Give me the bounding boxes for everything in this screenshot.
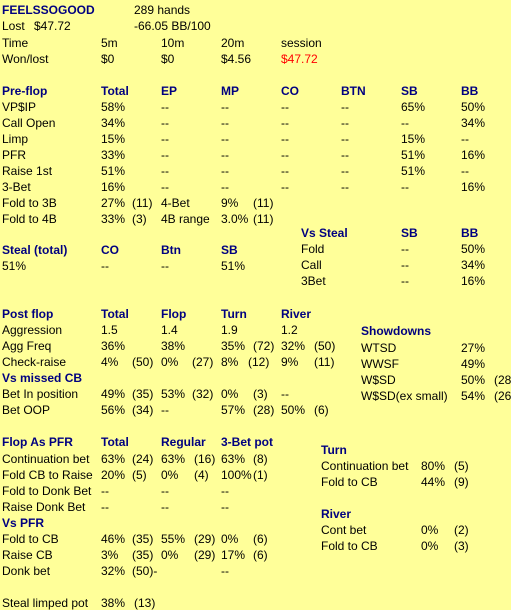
- pfr-cell: --: [161, 484, 169, 498]
- pfr-cell: --: [101, 500, 109, 514]
- preflop-cell-sb: 51%: [401, 164, 426, 178]
- pfr-cell: --: [161, 500, 169, 514]
- preflop-header-sb: SB: [401, 84, 418, 98]
- betoop-flop: --: [161, 403, 169, 417]
- vs-steal-fold-sb: --: [401, 242, 409, 256]
- preflop-cell-mp: --: [221, 164, 229, 178]
- preflop-cell-sb: 15%: [401, 132, 426, 146]
- checkraise-river: 9%: [281, 355, 299, 369]
- range4b-label: 4B range: [161, 212, 210, 226]
- betoop-total-count: (34): [132, 403, 154, 417]
- preflop-cell-mp: --: [221, 180, 229, 194]
- preflop-cell-co: --: [281, 100, 289, 114]
- fourbet-count: (11): [253, 196, 274, 210]
- steal-limped-label: Steal limped pot: [2, 596, 89, 610]
- aggression-river: 1.2: [281, 323, 298, 337]
- checkraise-total-count: (50): [132, 355, 154, 369]
- postflop-title: Post flop: [2, 307, 54, 321]
- betoop-turn-count: (28): [253, 403, 275, 417]
- preflop-header-total: Total: [101, 84, 129, 98]
- river-cbet-count: (2): [454, 523, 469, 537]
- preflop-cell-total: 15%: [101, 132, 126, 146]
- wsd-count: (28: [494, 373, 511, 387]
- betinpos-label: Bet In position: [2, 387, 79, 401]
- lost-value: $47.72: [34, 19, 71, 33]
- steal-co-value: --: [101, 259, 109, 273]
- aggression-label: Aggression: [2, 323, 63, 337]
- preflop-cell-ep: --: [161, 116, 169, 130]
- preflop-header-bb: BB: [461, 84, 479, 98]
- range4b-count: (11): [253, 212, 274, 226]
- betinpos-flop-count: (32): [192, 387, 214, 401]
- vs-pfr-cell: (50)-: [132, 564, 158, 578]
- vs-pfr-cell: 55%: [161, 532, 186, 546]
- time-label: Time: [2, 36, 29, 50]
- turn-title: Turn: [321, 443, 347, 457]
- aggfreq-river-count: (50): [314, 339, 336, 353]
- vs-pfr-cell: 0%: [161, 548, 179, 562]
- vs-pfr-cell: 17%: [221, 548, 246, 562]
- betinpos-flop: 53%: [161, 387, 186, 401]
- vs-pfr-title: Vs PFR: [2, 516, 45, 530]
- fold4b-value: 33%: [101, 212, 126, 226]
- wonlost-5m: $0: [101, 52, 115, 66]
- checkraise-total: 4%: [101, 355, 119, 369]
- pfr-cell: 20%: [101, 468, 126, 482]
- vs-pfr-cell: 32%: [101, 564, 126, 578]
- preflop-cell-co: --: [281, 180, 289, 194]
- aggression-turn: 1.9: [221, 323, 238, 337]
- steal-title: Steal (total): [2, 243, 68, 257]
- aggfreq-flop: 38%: [161, 339, 186, 353]
- fold3b-count: (11): [132, 196, 153, 210]
- hand-count: 289 hands: [134, 3, 191, 17]
- steal-header-sb: SB: [221, 243, 238, 257]
- aggfreq-river: 32%: [281, 339, 306, 353]
- preflop-cell-co: --: [281, 132, 289, 146]
- vs-pfr-cell: (29): [194, 548, 216, 562]
- wonlost-10m: $0: [161, 52, 175, 66]
- preflop-cell-bb: --: [461, 132, 469, 146]
- preflop-cell-mp: --: [221, 116, 229, 130]
- pfr-cell: --: [221, 500, 229, 514]
- preflop-cell-btn: --: [341, 132, 349, 146]
- pfr-cell: 63%: [161, 452, 186, 466]
- preflop-cell-total: 33%: [101, 148, 126, 162]
- postflop-header-river: River: [281, 307, 312, 321]
- vs-pfr-row-label: Fold to CB: [2, 532, 59, 546]
- showdowns-title: Showdowns: [361, 324, 431, 338]
- pfr-row-label: Raise Donk Bet: [2, 500, 86, 514]
- steal-btn-value: --: [161, 259, 169, 273]
- preflop-row-label: PFR: [2, 148, 26, 162]
- pfr-cell: (8): [253, 452, 268, 466]
- preflop-cell-sb: 65%: [401, 100, 426, 114]
- postflop-header-turn: Turn: [221, 307, 247, 321]
- pfr-title: Flop As PFR: [2, 435, 73, 449]
- turn-cbet-value: 80%: [421, 459, 446, 473]
- betoop-river: 50%: [281, 403, 306, 417]
- preflop-cell-bb: 50%: [461, 100, 486, 114]
- lost-label: Lost: [2, 19, 25, 33]
- river-title: River: [321, 507, 352, 521]
- preflop-row-label: Raise 1st: [2, 164, 53, 178]
- aggfreq-total: 36%: [101, 339, 126, 353]
- turn-foldcb-label: Fold to CB: [321, 475, 378, 489]
- preflop-cell-co: --: [281, 164, 289, 178]
- pfr-header-total: Total: [101, 435, 129, 449]
- betoop-total: 56%: [101, 403, 126, 417]
- fold4b-count: (3): [132, 212, 147, 226]
- pfr-cell: (1): [253, 468, 268, 482]
- preflop-cell-mp: --: [221, 148, 229, 162]
- betinpos-total-count: (35): [132, 387, 154, 401]
- betinpos-turn-count: (3): [253, 387, 268, 401]
- pfr-cell: --: [221, 484, 229, 498]
- preflop-cell-bb: 34%: [461, 116, 486, 130]
- pfr-cell: --: [101, 484, 109, 498]
- col-10m: 10m: [161, 36, 185, 50]
- preflop-header-co: CO: [281, 84, 299, 98]
- vs-pfr-cell: 0%: [221, 532, 239, 546]
- checkraise-turn-count: (12): [248, 355, 270, 369]
- betoop-turn: 57%: [221, 403, 246, 417]
- preflop-cell-btn: --: [341, 164, 349, 178]
- pfr-cell: 0%: [161, 468, 179, 482]
- vs-pfr-cell: (6): [253, 532, 268, 546]
- preflop-row-label: 3-Bet: [2, 180, 31, 194]
- preflop-cell-btn: --: [341, 116, 349, 130]
- pfr-cell: 100%: [221, 468, 252, 482]
- turn-foldcb-value: 44%: [421, 475, 446, 489]
- preflop-cell-btn: --: [341, 148, 349, 162]
- wtsd-label: WTSD: [361, 341, 397, 355]
- preflop-cell-co: --: [281, 116, 289, 130]
- preflop-cell-sb: --: [401, 180, 409, 194]
- checkraise-label: Check-raise: [2, 355, 67, 369]
- vs-steal-title: Vs Steal: [301, 226, 348, 240]
- vs-pfr-cell: (29): [194, 532, 216, 546]
- vs-steal-3bet-bb: 16%: [461, 274, 486, 288]
- steal-total-value: 51%: [2, 259, 27, 273]
- wsd-ex-small-value: 54%: [461, 389, 486, 403]
- river-foldcb-value: 0%: [421, 539, 439, 553]
- col-5m: 5m: [101, 36, 118, 50]
- preflop-cell-btn: --: [341, 100, 349, 114]
- pfr-header-regular: Regular: [161, 435, 206, 449]
- fourbet-label: 4-Bet: [161, 196, 190, 210]
- preflop-cell-mp: --: [221, 100, 229, 114]
- preflop-cell-co: --: [281, 148, 289, 162]
- pfr-cell: (24): [132, 452, 154, 466]
- range4b-value: 3.0%: [221, 212, 249, 226]
- preflop-cell-total: 34%: [101, 116, 126, 130]
- pfr-row-label: Continuation bet: [2, 452, 90, 466]
- preflop-cell-ep: --: [161, 148, 169, 162]
- preflop-cell-ep: --: [161, 132, 169, 146]
- wonlost-session: $47.72: [281, 52, 318, 66]
- vs-steal-3bet-sb: --: [401, 274, 409, 288]
- river-foldcb-label: Fold to CB: [321, 539, 378, 553]
- preflop-cell-btn: --: [341, 180, 349, 194]
- preflop-header-btn: BTN: [341, 84, 366, 98]
- vs-steal-fold-bb: 50%: [461, 242, 486, 256]
- vs-pfr-row-label: Raise CB: [2, 548, 53, 562]
- wsd-value: 50%: [461, 373, 486, 387]
- river-cbet-value: 0%: [421, 523, 439, 537]
- river-foldcb-count: (3): [454, 539, 469, 553]
- preflop-cell-sb: 51%: [401, 148, 426, 162]
- pfr-cell: (4): [194, 468, 209, 482]
- vs-pfr-cell: (35): [132, 548, 154, 562]
- wsd-label: W$SD: [361, 373, 396, 387]
- aggfreq-turn-count: (72): [253, 339, 275, 353]
- vs-steal-fold-label: Fold: [301, 242, 325, 256]
- betinpos-total: 49%: [101, 387, 126, 401]
- pfr-row-label: Fold to Donk Bet: [2, 484, 92, 498]
- pfr-header-3bet: 3-Bet pot: [221, 435, 273, 449]
- pfr-row-label: Fold CB to Raise: [2, 468, 93, 482]
- aggression-total: 1.5: [101, 323, 118, 337]
- preflop-row-label: VP$IP: [2, 100, 37, 114]
- preflop-header-mp: MP: [221, 84, 239, 98]
- preflop-cell-bb: 16%: [461, 180, 486, 194]
- betoop-label: Bet OOP: [2, 403, 51, 417]
- col-20m: 20m: [221, 36, 245, 50]
- fourbet-value: 9%: [221, 196, 239, 210]
- vs-steal-header-bb: BB: [461, 226, 479, 240]
- preflop-cell-sb: --: [401, 116, 409, 130]
- preflop-cell-mp: --: [221, 132, 229, 146]
- wonlost-label: Won/lost: [2, 52, 49, 66]
- preflop-row-label: Call Open: [2, 116, 56, 130]
- betinpos-river: --: [281, 387, 289, 401]
- vs-steal-call-sb: --: [401, 258, 409, 272]
- vs-steal-call-bb: 34%: [461, 258, 486, 272]
- steal-sb-value: 51%: [221, 259, 246, 273]
- vs-pfr-cell: 46%: [101, 532, 126, 546]
- missed-cb-title: Vs missed CB: [2, 371, 83, 385]
- wsd-ex-small-label: W$SD(ex small): [361, 389, 448, 403]
- vs-pfr-cell: 3%: [101, 548, 119, 562]
- vs-pfr-row-label: Donk bet: [2, 564, 51, 578]
- river-cbet-label: Cont bet: [321, 523, 367, 537]
- bb-per-100: -66.05 BB/100: [134, 19, 211, 33]
- postflop-header-flop: Flop: [161, 307, 187, 321]
- checkraise-flop: 0%: [161, 355, 179, 369]
- pfr-cell: (16): [194, 452, 216, 466]
- vs-pfr-cell: --: [221, 564, 229, 578]
- preflop-cell-total: 16%: [101, 180, 126, 194]
- fold3b-label: Fold to 3B: [2, 196, 57, 210]
- checkraise-turn: 8%: [221, 355, 239, 369]
- preflop-cell-ep: --: [161, 164, 169, 178]
- turn-cbet-label: Continuation bet: [321, 459, 409, 473]
- vs-steal-header-sb: SB: [401, 226, 418, 240]
- preflop-cell-ep: --: [161, 100, 169, 114]
- pfr-cell: 63%: [221, 452, 246, 466]
- aggfreq-turn: 35%: [221, 339, 246, 353]
- turn-foldcb-count: (9): [454, 475, 469, 489]
- preflop-title: Pre-flop: [2, 84, 48, 98]
- steal-header-co: CO: [101, 243, 119, 257]
- preflop-row-label: Limp: [2, 132, 29, 146]
- steal-limped-value: 38%: [101, 596, 126, 610]
- wsd-ex-small-count: (26: [494, 389, 511, 403]
- aggression-flop: 1.4: [161, 323, 178, 337]
- preflop-cell-bb: 16%: [461, 148, 486, 162]
- checkraise-flop-count: (27): [192, 355, 214, 369]
- wtsd-value: 27%: [461, 341, 486, 355]
- fold4b-label: Fold to 4B: [2, 212, 57, 226]
- preflop-cell-total: 51%: [101, 164, 126, 178]
- preflop-cell-total: 58%: [101, 100, 126, 114]
- fold3b-value: 27%: [101, 196, 126, 210]
- betinpos-turn: 0%: [221, 387, 239, 401]
- vs-steal-3bet-label: 3Bet: [301, 274, 326, 288]
- player-name: FEELSSOGOOD: [2, 3, 95, 17]
- steal-header-btn: Btn: [161, 243, 181, 257]
- pfr-cell: (5): [132, 468, 147, 482]
- vs-steal-call-label: Call: [301, 258, 322, 272]
- pfr-cell: 63%: [101, 452, 126, 466]
- turn-cbet-count: (5): [454, 459, 469, 473]
- vs-pfr-cell: (6): [253, 548, 268, 562]
- vs-pfr-cell: (35): [132, 532, 154, 546]
- betoop-river-count: (6): [314, 403, 329, 417]
- col-session: session: [281, 36, 322, 50]
- preflop-cell-bb: --: [461, 164, 469, 178]
- wwsf-label: WWSF: [361, 357, 399, 371]
- wonlost-20m: $4.56: [221, 52, 252, 66]
- wwsf-value: 49%: [461, 357, 486, 371]
- steal-limped-count: (13): [134, 596, 156, 610]
- preflop-cell-ep: --: [161, 180, 169, 194]
- postflop-header-total: Total: [101, 307, 129, 321]
- preflop-header-ep: EP: [161, 84, 178, 98]
- checkraise-river-count: (11): [314, 355, 335, 369]
- aggfreq-label: Agg Freq: [2, 339, 52, 353]
